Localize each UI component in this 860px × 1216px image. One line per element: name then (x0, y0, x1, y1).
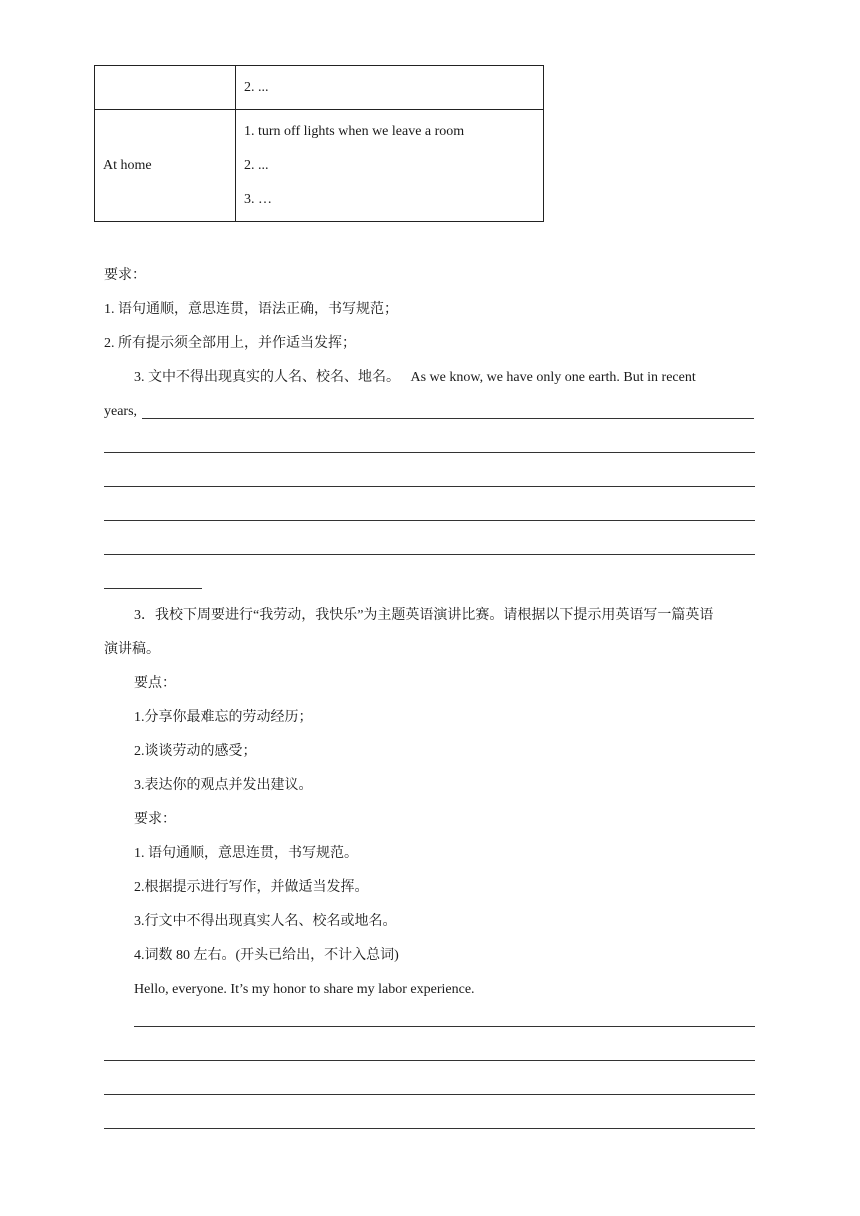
list-item: 3. … (244, 192, 272, 207)
requirement-item: 2. 所有提示须全部用上，并作适当发挥； (104, 336, 356, 351)
task3-intro-cont: 演讲稿。 (104, 642, 160, 657)
table-cell-label (95, 66, 236, 110)
table-cell-label (95, 110, 236, 222)
writing-line[interactable] (104, 1094, 755, 1095)
list-item: 2. ... (244, 80, 269, 95)
writing-line[interactable] (104, 452, 755, 453)
list-item: 1. turn off lights when we leave a room (244, 124, 465, 139)
writing-line[interactable] (142, 418, 754, 419)
writing-line[interactable] (104, 520, 755, 521)
table-row (95, 66, 544, 110)
opening-sentence: Hello, everyone. It’s my honor to share my labor experience. (134, 982, 475, 997)
table-row (95, 110, 544, 222)
requirement-item: 1. 语句通顺，意思连贯，书写规范。 (134, 846, 358, 861)
hints-table (94, 65, 544, 222)
task3-intro: 3．我校下周要进行“我劳动，我快乐”为主题英语演讲比赛。请根据以下提示用英语写一篇英语 (134, 608, 714, 623)
point-item: 2.谈谈劳动的感受； (134, 744, 257, 759)
writing-line[interactable] (104, 486, 755, 487)
requirement-item: 3.行文中不得出现真实人名、校名或地名。 (134, 914, 397, 929)
writing-line[interactable] (104, 588, 202, 589)
list-item: 2. ... (244, 158, 269, 173)
requirements-title: 要求： (134, 812, 176, 827)
opening-sentence: As we know, we have only one earth. But in recent (410, 370, 696, 385)
writing-line[interactable] (134, 1026, 755, 1027)
writing-line[interactable] (104, 1128, 755, 1129)
row-label: At home (103, 157, 152, 173)
requirement-item: 4.词数 80 左右。(开头已给出，不计入总词) (134, 948, 399, 963)
opening-continued: years, (104, 404, 138, 419)
points-title: 要点： (134, 676, 176, 691)
writing-line[interactable] (104, 554, 755, 555)
point-item: 3.表达你的观点并发出建议。 (134, 778, 313, 793)
table-cell-items (236, 66, 544, 110)
table-cell-items (236, 110, 544, 222)
requirement-item: 2.根据提示进行写作，并做适当发挥。 (134, 880, 369, 895)
requirement-item-with-opening: 3. 文中不得出现真实的人名、校名、地名。 As we know, we have only one earth. But in recent (134, 370, 696, 385)
requirements-title: 要求： (104, 268, 146, 283)
point-item: 1.分享你最难忘的劳动经历； (134, 710, 313, 725)
writing-line[interactable] (104, 1060, 755, 1061)
requirement-item: 1. 语句通顺，意思连贯，语法正确，书写规范； (104, 302, 398, 317)
